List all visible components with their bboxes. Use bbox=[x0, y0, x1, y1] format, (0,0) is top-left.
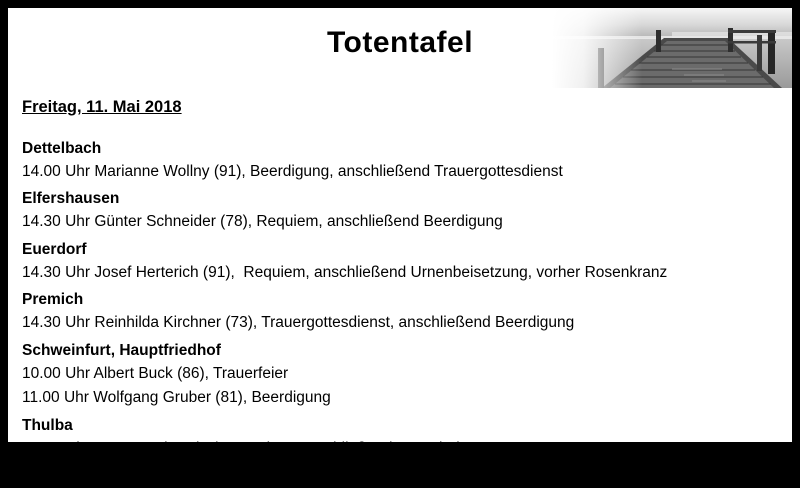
document-body bbox=[8, 88, 792, 488]
section-place: Thulba bbox=[22, 416, 73, 434]
section-entry: 14.30 Uhr Reinhilda Kirchner (73), Trauergottesdienst, anschließend Beerdigung bbox=[22, 314, 575, 332]
section-place: Elfershausen bbox=[22, 190, 120, 208]
section-entry: 11.00 Uhr Wolfgang Gruber (81), Beerdigung bbox=[22, 389, 331, 407]
section-place: Euerdorf bbox=[22, 240, 87, 258]
section-entry: 14.00 Uhr Marianne Wollny (91), Beerdigung, anschließend Trauergottesdienst bbox=[22, 163, 563, 180]
obituary-section bbox=[22, 415, 778, 460]
obituary-section bbox=[22, 138, 778, 183]
section-place: Premich bbox=[22, 291, 84, 309]
obituary-list bbox=[22, 138, 778, 460]
page-title: Totentafel bbox=[326, 26, 474, 59]
obituary-section bbox=[22, 188, 778, 233]
obituary-section bbox=[22, 239, 778, 284]
section-entry: 10.00 Uhr Albert Buck (86), Trauerfeier bbox=[22, 364, 289, 382]
obituary-section bbox=[22, 289, 778, 334]
date-heading: Freitag, 11. Mai 2018 bbox=[22, 98, 182, 116]
section-entry: 14.30 Uhr Günter Schneider (78), Requiem, anschließend Beerdigung bbox=[22, 213, 503, 231]
disclaimer-note: (Angaben ohne Gewähr) bbox=[22, 474, 154, 488]
obituary-section bbox=[22, 340, 778, 410]
section-place: Schweinfurt, Hauptfriedhof bbox=[22, 341, 221, 359]
section-entry: 14.30 Uhr Roger Stölzer (72), Requiem, anschließend Urnenbeisetzung bbox=[22, 439, 514, 457]
document-sheet bbox=[8, 8, 792, 488]
page-header bbox=[8, 8, 792, 88]
section-entry: 14.30 Uhr Josef Herterich (91), Requiem, anschließend Urnenbeisetzung, vorher Rosenkranz bbox=[22, 263, 668, 281]
section-place: Dettelbach bbox=[22, 140, 102, 157]
